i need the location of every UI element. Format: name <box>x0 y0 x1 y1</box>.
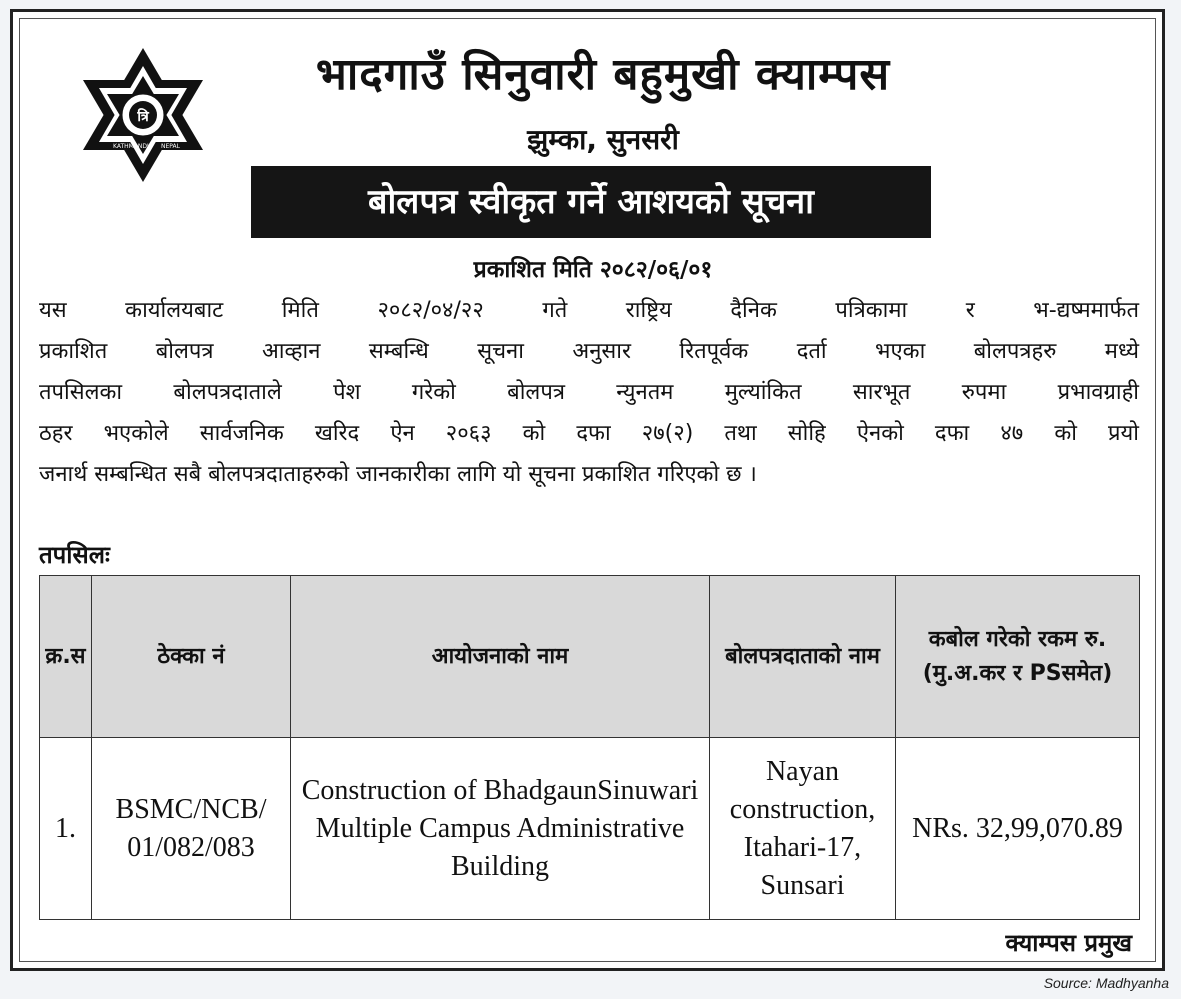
paragraph-line: जनार्थ सम्बन्धित सबै बोलपत्रदाताहरुको जानकारीका लागि यो सूचना प्रकाशित गरिएको छ । <box>39 462 757 487</box>
header-contract-no: ठेक्का नं <box>92 576 291 738</box>
published-date: प्रकाशित मिति २०८२/०६/०१ <box>473 257 713 283</box>
notice-banner: बोलपत्र स्वीकृत गर्ने आशयको सूचना <box>251 166 931 238</box>
svg-text:त्रि: त्रि <box>137 109 149 125</box>
cell-amount: NRs. 32,99,070.89 <box>896 738 1140 920</box>
source-credit: Source: Madhyanha <box>1043 975 1169 991</box>
header-amount: कबोल गरेको रकम रु. (मु.अ.कर र PSसमेत) <box>896 576 1140 738</box>
paragraph-line: यस कार्यालयबाट मिति २०८२/०४/२२ गते राष्ट्रिय दैनिक पत्रिकामा र भ-द्यष्ममार्फत <box>39 298 1139 323</box>
university-emblem-icon <box>75 42 211 188</box>
logo-text-left: KATHMANDU <box>113 143 152 150</box>
table-row <box>40 738 1140 920</box>
paragraph-line: प्रकाशित बोलपत्र आव्हान सम्बन्धि सूचना अनुसार रितपूर्वक दर्ता भएका बोलपत्रहरु मध्ये <box>39 339 1139 364</box>
notice-paragraph <box>39 290 1139 495</box>
table-header-row <box>40 576 1140 738</box>
paragraph-line: ठहर भएकोले सार्वजनिक खरिद ऐन २०६३ को दफा २७(२) तथा सोहि ऐनको दफा ४७ को प्रयो <box>39 421 1139 446</box>
bid-table <box>39 575 1140 920</box>
notice-frame <box>10 9 1165 971</box>
cell-sn: 1. <box>40 738 92 920</box>
header-bidder-name: बोलपत्रदाताको नाम <box>710 576 896 738</box>
campus-location: झुम्का, सुनसरी <box>527 123 679 156</box>
logo-text-right: NEPAL <box>161 143 180 150</box>
paragraph-line: तपसिलका बोलपत्रदाताले पेश गरेको बोलपत्र न्युनतम मुल्यांकित सारभूत रुपमा प्रभावग्राही <box>39 380 1139 405</box>
header-project-name: आयोजनाको नाम <box>291 576 710 738</box>
signature-campus-chief: क्याम्पस प्रमुख <box>1005 929 1132 957</box>
header-sn: क्र.स <box>40 576 92 738</box>
cell-bidder-name: Nayan construction, Itahari-17, Sunsari <box>710 738 896 920</box>
cell-contract-no: BSMC/NCB/ 01/082/083 <box>92 738 291 920</box>
campus-title: भादगाउँ सिनुवारी बहुमुखी क्याम्पस <box>315 49 891 100</box>
tapasil-label: तपसिलः <box>39 541 110 569</box>
cell-project-name: Construction of BhadgaunSinuwari Multiple Campus Administrative Building <box>291 738 710 920</box>
